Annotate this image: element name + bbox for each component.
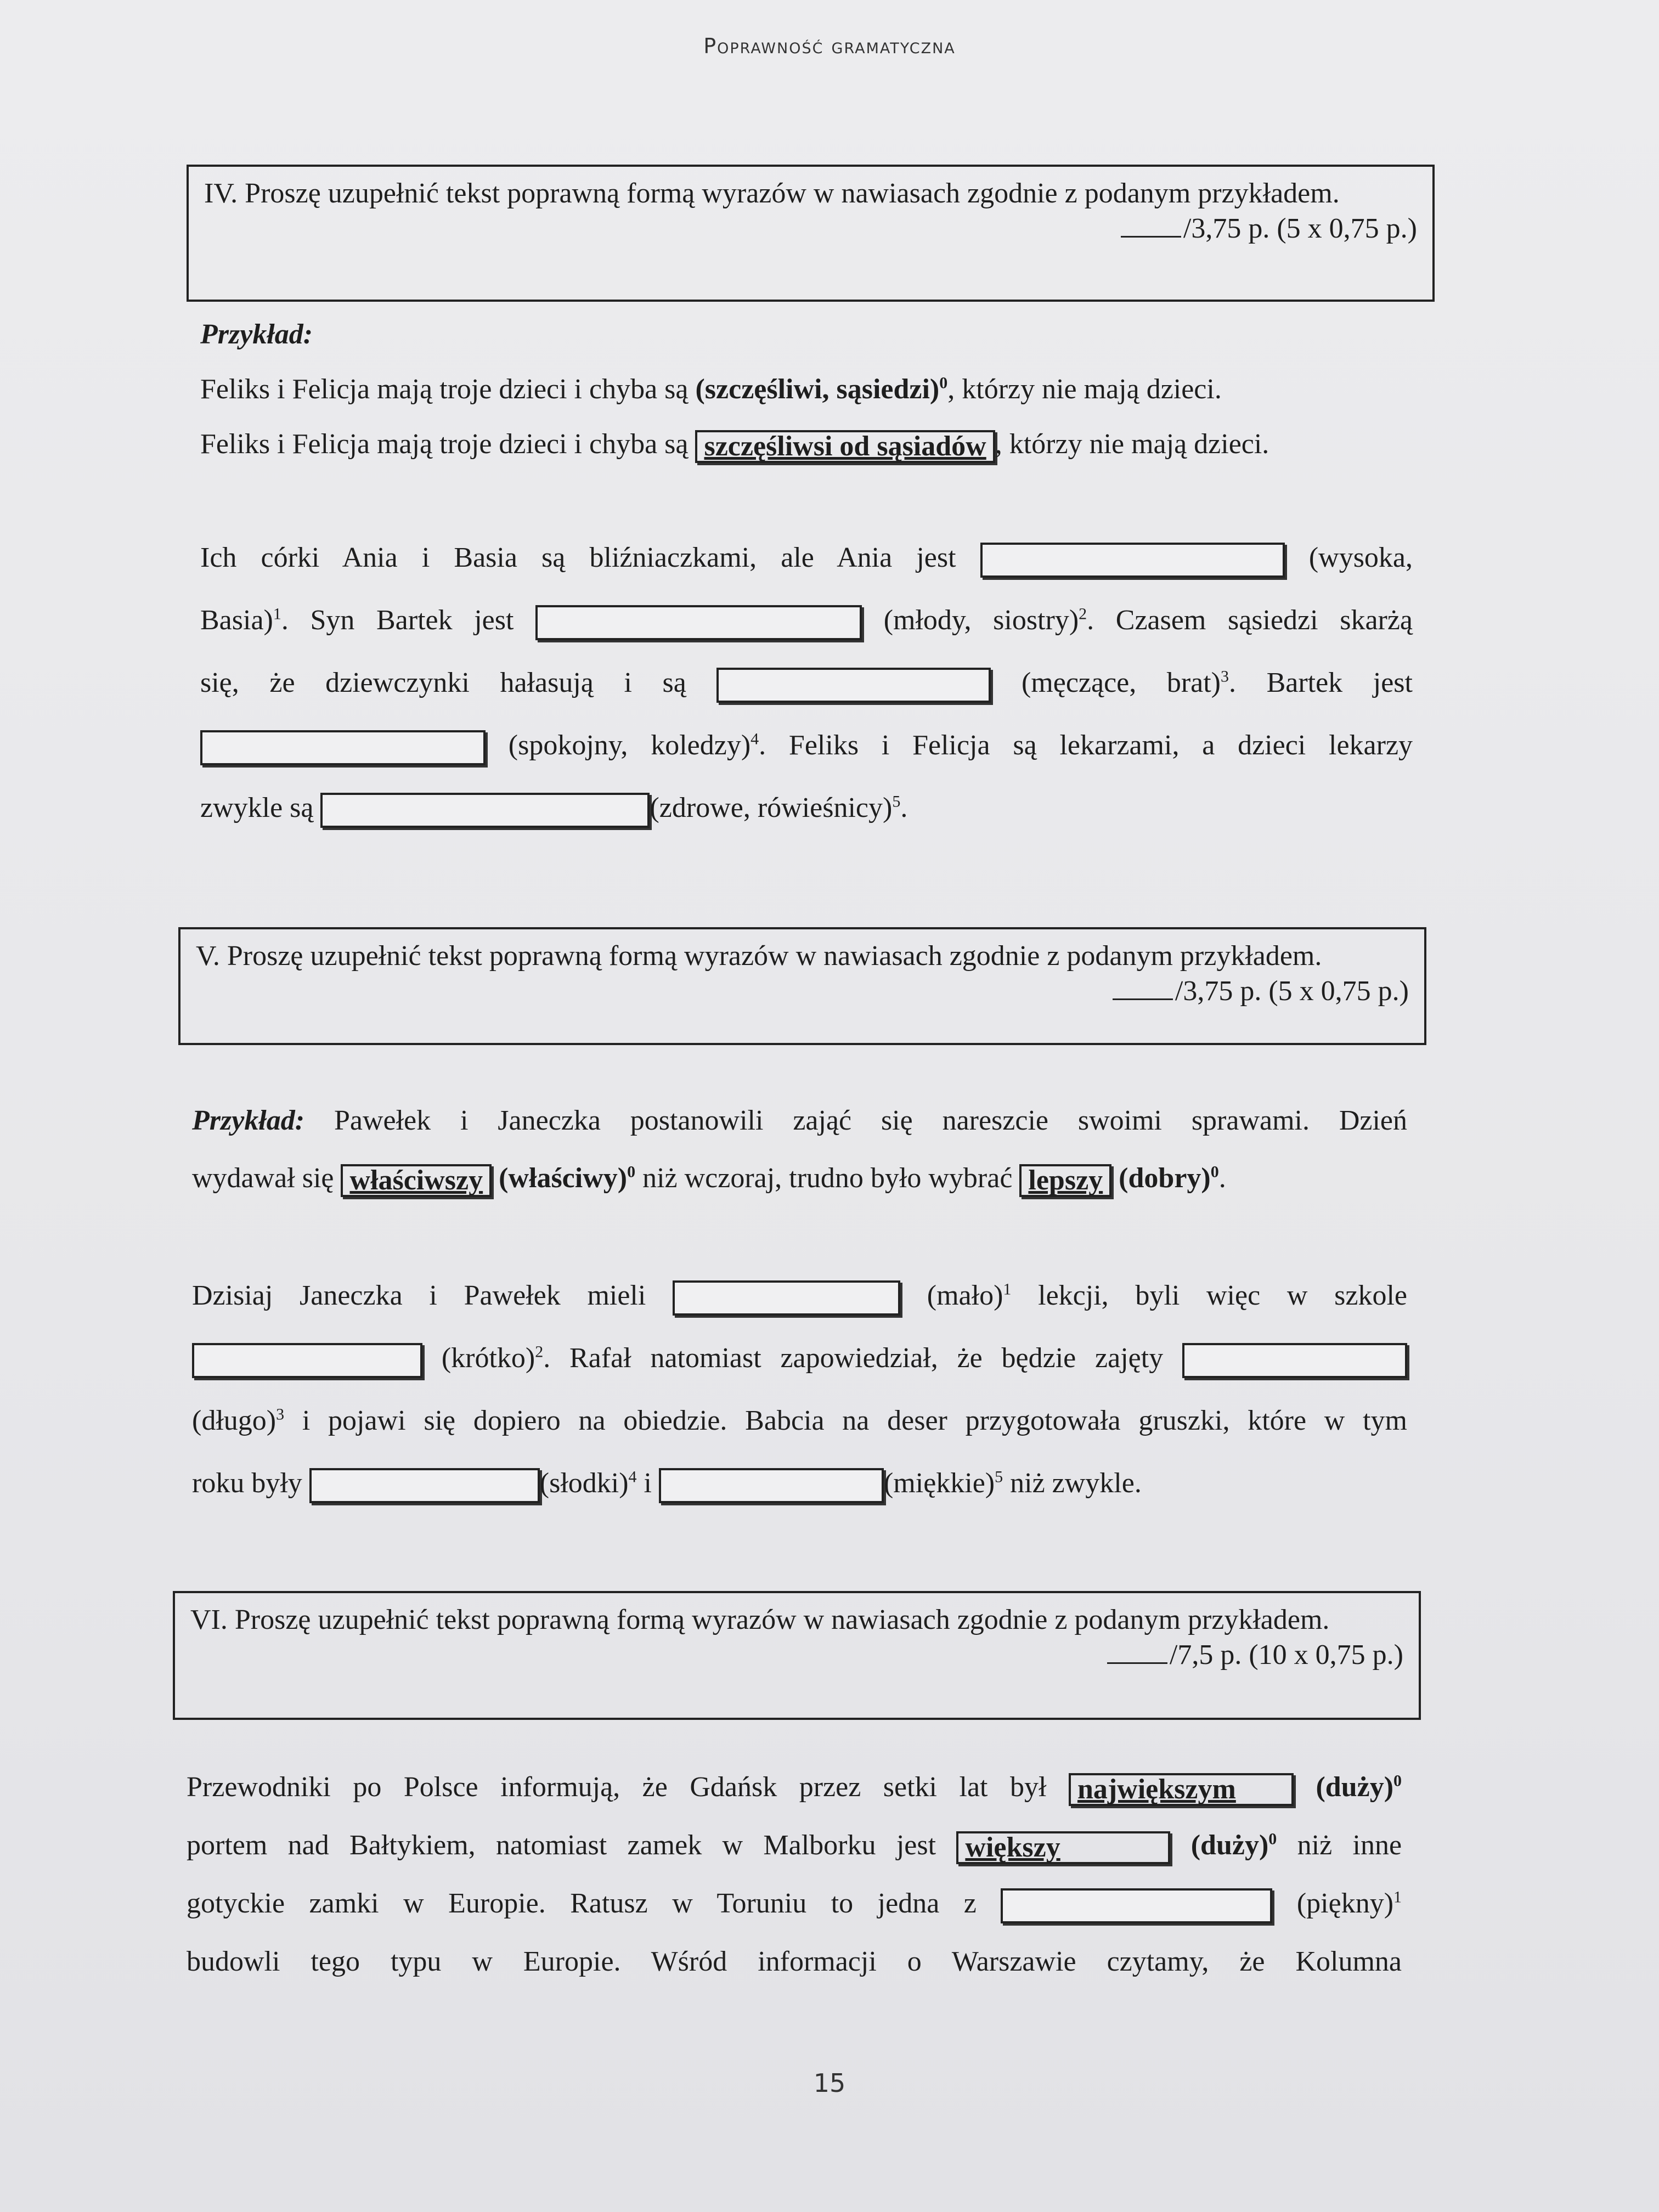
answer-field-iv-3[interactable]: [716, 668, 991, 703]
task-vi-instruction-box: [173, 1591, 1421, 1720]
example-answer-box-1: właściwszy: [341, 1164, 492, 1197]
example-answer-box: szczęśliwsi od sąsiadów: [695, 430, 995, 463]
task-vi-points: /7,5 p. (10 x 0,75 p.): [190, 1639, 1403, 1671]
score-blank[interactable]: [1113, 977, 1173, 1000]
task-vi-instruction: VI. Proszę uzupełnić tekst poprawną formą wyrazów w nawiasach zgodnie z podanym przykładem.: [190, 1604, 1330, 1635]
answer-field-iv-2[interactable]: [535, 605, 862, 640]
task-iv-points: /3,75 p. (5 x 0,75 p.): [204, 213, 1417, 245]
answer-field-v-4[interactable]: [309, 1468, 540, 1503]
example-line-1: Feliks i Felicja mają troje dzieci i chyba są (szczęśliwi, sąsiedzi)$^0$, którzy nie mają dzieci.: [200, 374, 1222, 405]
task-v-points: /3,75 p. (5 x 0,75 p.): [196, 975, 1409, 1007]
page-header: Poprawność gramatyczna: [703, 34, 956, 58]
answer-field-v-3[interactable]: [1182, 1343, 1407, 1378]
example-line-2: Feliks i Felicja mają troje dzieci i chyba są szczęśliwsi od sąsiadów , którzy nie mają dzieci.: [200, 428, 1269, 462]
task-v-instruction: V. Proszę uzupełnić tekst poprawną formą wyrazów w nawiasach zgodnie z podanym przykładem.: [196, 940, 1322, 972]
answer-field-v-2[interactable]: [192, 1343, 422, 1378]
page-number: 15: [813, 2068, 846, 2098]
task-v-text: Dzisiaj Janeczka i Pawełek mieli (mało)$^1$ lekcji, byli więc w szkole (krótko)$^2$. Rafał natomiast zapowiedział, że będzie zajęty (długo)$^3$ i pojawi się dopiero na obiedzie. Babcia na deser przygotowała gruszki, które w tym roku były (słodki)$^4$ i (miękkie)$^5$ niż zwykle.: [192, 1265, 1407, 1515]
task-iv-text: Ich córki Ania i Basia są bliźniaczkami, ale Ania jest (wysoka, Basia)$^1$. Syn Bartek jest (młody, siostry)$^2$. Czasem sąsiedzi skarżą się, że dziewczynki hałasują i są (męczące, brat)$^3$. Bartek jest (spokojny, koledzy)$^4$. Feliks i Felicja są lekarzami, a dzieci lekarzy zwykle są (zdrowe, rówieśnicy)$^5$.: [200, 527, 1413, 839]
task-vi-text: Przewodniki po Polsce informują, że Gdańsk przez setki lat był największym (duży)$^0$ portem nad Bałtykiem, natomiast zamek w Malborku jest większy (duży)$^0$ niż inne gotyckie zamki w Europie. Ratusz w Toruniu to jedna z (piękny)$^1$ budowli tego typu w Europie. Wśród informacji o Warszawie czytamy, że Kolumna: [187, 1771, 1402, 1977]
answer-field-vi-1[interactable]: [1001, 1888, 1272, 1923]
example-label: Przykład:: [200, 319, 313, 350]
answer-field-iv-5[interactable]: [320, 793, 650, 828]
task-v-instruction-box: [178, 927, 1426, 1045]
example-hint: (szczęśliwi, sąsiedzi): [695, 374, 940, 405]
task-iv-example: [200, 307, 1413, 472]
example-answer-box-2: większy: [956, 1831, 1170, 1864]
answer-field-iv-1[interactable]: [980, 543, 1285, 578]
example-answer-box-2: lepszy: [1019, 1164, 1111, 1197]
answer-field-v-1[interactable]: [673, 1280, 900, 1316]
score-blank[interactable]: [1107, 1640, 1167, 1664]
answer-field-v-5[interactable]: [659, 1468, 884, 1503]
score-blank[interactable]: [1121, 214, 1181, 238]
task-iv-instruction: IV. Proszę uzupełnić tekst poprawną formą wyrazów w nawiasach zgodnie z podanym przykładem.: [204, 178, 1340, 209]
example-answer-box-1: największym: [1069, 1773, 1294, 1806]
task-iv-instruction-box: [187, 165, 1435, 302]
example-label: Przykład:: [192, 1105, 305, 1136]
answer-field-iv-4[interactable]: [200, 730, 486, 765]
task-v-example: Przykład: Pawełek i Janeczka postanowili zająć się nareszcie swoimi sprawami. Dzień wydawał się właściwszy (właściwy)$^0$ niż wczoraj, trudno było wybrać lepszy (dobry)$^0$.: [192, 1105, 1408, 1197]
